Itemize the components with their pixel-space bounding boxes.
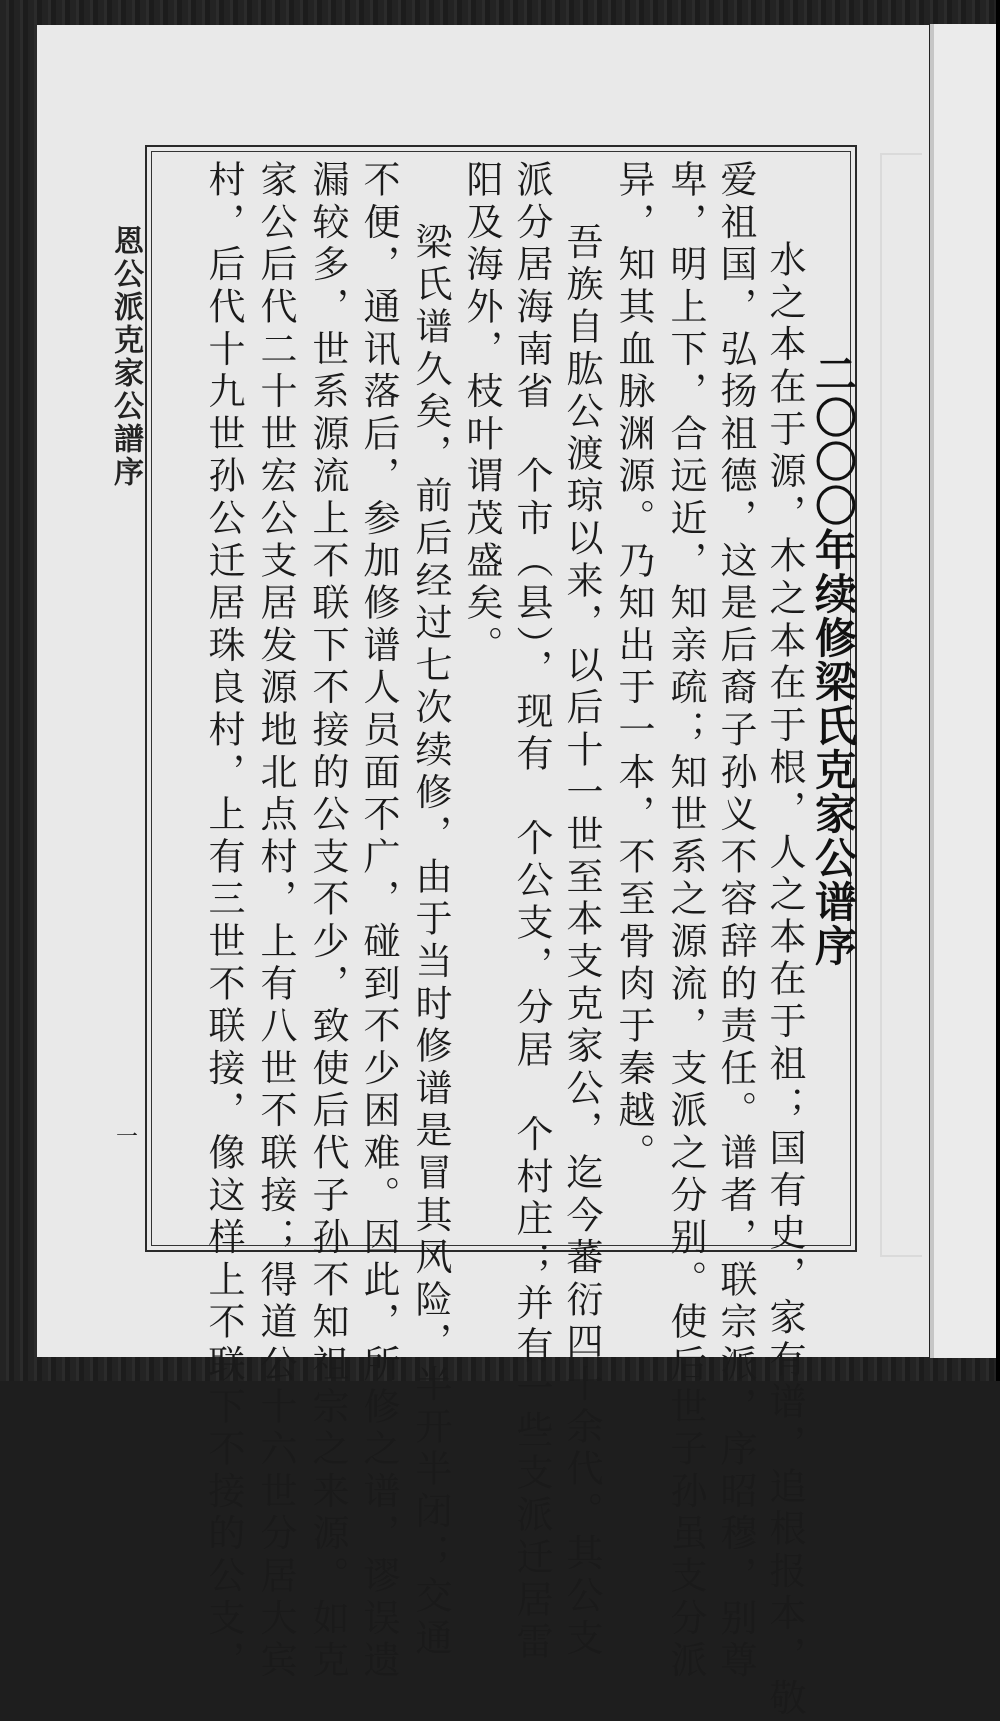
document-title: 二〇〇〇年续修梁氏克家公谱序 xyxy=(809,352,858,968)
bleed-through-frame xyxy=(880,153,922,1257)
text-column-2: 爱祖国，弘扬祖德，这是后裔子孙义不容辞的责任。谱者，联宗派，序昭穆，别尊 xyxy=(714,160,757,1683)
page-number: 一 xyxy=(116,1125,139,1150)
margin-running-title: 恩公派克家公譜序 xyxy=(108,225,143,489)
text-column-6: 派分居海南省 个市（县），现有 个公支，分居 个村庄；并有一些支派迁居雷 xyxy=(510,160,553,1665)
text-column-11: 家公后代二十世宏公支居发源地北点村，上有八世不联接；得道公十六世分居大宾 xyxy=(254,160,297,1683)
scan-edge xyxy=(996,0,1000,1381)
text-column-1: 水之本在于源，木之本在于根，人之本在于祖；国有史，家有谱，追根报本，敬 xyxy=(763,240,806,1721)
text-column-3: 卑，明上下，合远近，知亲疏；知世系之源流，支派之分别。使后世子孙虽支分派 xyxy=(664,160,707,1683)
text-column-9: 不便，通讯落后，参加修谱人员面不广，碰到不少困难。因此，所修之谱，谬误遗 xyxy=(357,160,400,1683)
text-column-8: 梁氏谱久矣，前后经过七次续修，由于当时修谱是冒其风险，半开半闭；交通 xyxy=(409,180,452,1661)
text-column-10: 漏较多，世系源流上不联下不接的公支不少，致使后代子孙不知祖宗之来源。如克 xyxy=(306,160,349,1683)
text-column-7: 阳及海外，枝叶谓茂盛矣。 xyxy=(460,160,503,668)
text-column-5: 吾族自肱公渡琼以来，以后十一世至本支克家公，迄今蕃衍四十余代。其公支 xyxy=(560,180,603,1661)
adjacent-page-edge xyxy=(930,24,1000,1358)
text-column-4: 异，知其血脉渊源。乃知出于一本，不至骨肉于秦越。 xyxy=(612,160,655,1176)
text-column-12: 村，后代十九世孙公迁居珠良村，上有三世不联接，像这样上不联下不接的公支， xyxy=(202,160,245,1683)
